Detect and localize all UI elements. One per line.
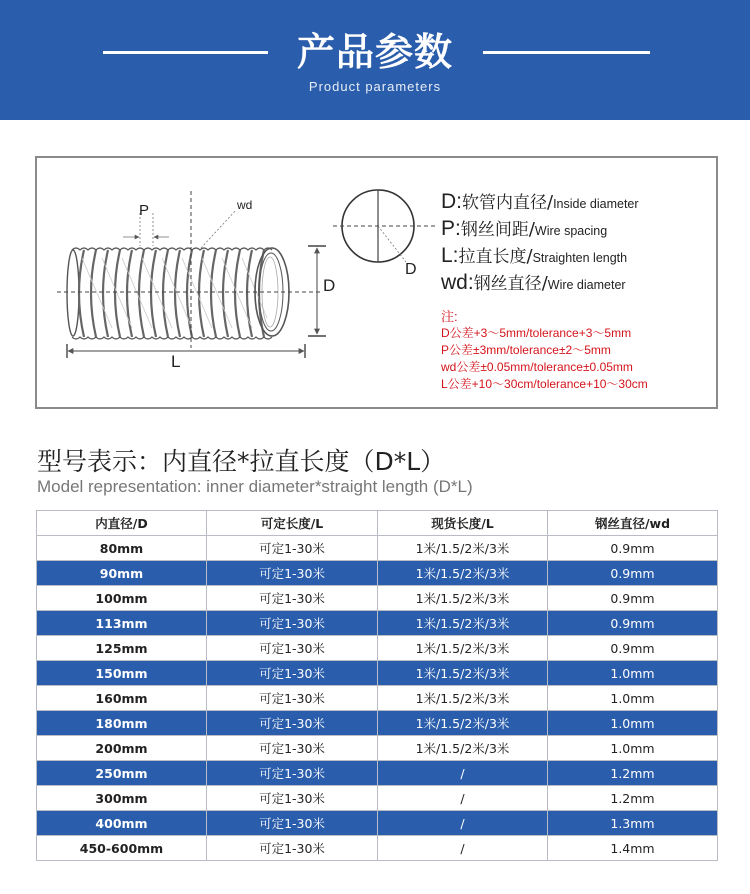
cell-custom-length: 可定1-30米 [207, 686, 378, 711]
cell-wire-diameter: 0.9mm [548, 561, 718, 586]
cell-inner-diameter: 250mm [37, 761, 207, 786]
cell-inner-diameter: 450-600mm [37, 836, 207, 861]
header-divider-right [483, 51, 650, 54]
cell-custom-length: 可定1-30米 [207, 786, 378, 811]
table-header-row [37, 511, 718, 536]
table-row [37, 611, 718, 636]
hose-diagram-panel [35, 156, 718, 409]
page-title: 产品参数 [296, 30, 453, 74]
cell-inner-diameter: 400mm [37, 811, 207, 836]
header-banner [0, 0, 750, 120]
column-header-inner-diameter: 内直径/D [37, 511, 207, 536]
cell-stock-length: 1米/1.5/2米/3米 [378, 561, 548, 586]
cell-custom-length: 可定1-30米 [207, 761, 378, 786]
column-header-wire-diameter: 钢丝直径/wd [548, 511, 718, 536]
table-row [37, 761, 718, 786]
legend-item-p: P: 钢丝间距 / Wire spacing [441, 217, 608, 240]
cell-inner-diameter: 90mm [37, 561, 207, 586]
column-header-custom-length: 可定长度/L [207, 511, 378, 536]
table-row [37, 686, 718, 711]
spec-table [36, 510, 718, 861]
cell-inner-diameter: 200mm [37, 736, 207, 761]
tolerance-notes [441, 308, 648, 393]
dimension-legend [441, 188, 639, 296]
cell-wire-diameter: 1.0mm [548, 736, 718, 761]
cell-stock-length: 1米/1.5/2米/3米 [378, 636, 548, 661]
cell-wire-diameter: 0.9mm [548, 611, 718, 636]
table-row [37, 661, 718, 686]
label-p: P [139, 202, 150, 219]
cell-inner-diameter: 150mm [37, 661, 207, 686]
note-line: P公差±3mm/tolerance±2～5mm [441, 343, 611, 357]
model-representation-subtitle: Model representation: inner diameter*straight length (D*L) [37, 477, 473, 496]
cell-inner-diameter: 160mm [37, 686, 207, 711]
cell-wire-diameter: 1.0mm [548, 711, 718, 736]
cell-stock-length: 1米/1.5/2米/3米 [378, 586, 548, 611]
cell-stock-length: 1米/1.5/2米/3米 [378, 611, 548, 636]
table-row [37, 811, 718, 836]
cell-custom-length: 可定1-30米 [207, 561, 378, 586]
cell-stock-length: / [378, 761, 548, 786]
cell-inner-diameter: 100mm [37, 586, 207, 611]
table-row [37, 736, 718, 761]
notes-title: 注: [441, 309, 458, 324]
cell-stock-length: 1米/1.5/2米/3米 [378, 711, 548, 736]
column-header-stock-length: 现货长度/L [378, 511, 548, 536]
table-row [37, 636, 718, 661]
cell-wire-diameter: 1.0mm [548, 686, 718, 711]
cell-custom-length: 可定1-30米 [207, 661, 378, 686]
note-line: D公差+3～5mm/tolerance+3～5mm [441, 326, 632, 340]
cell-custom-length: 可定1-30米 [207, 586, 378, 611]
table-row [37, 586, 718, 611]
cell-wire-diameter: 1.2mm [548, 786, 718, 811]
cell-stock-length: 1米/1.5/2米/3米 [378, 736, 548, 761]
table-row [37, 836, 718, 861]
cell-stock-length: 1米/1.5/2米/3米 [378, 536, 548, 561]
table-row [37, 536, 718, 561]
cell-inner-diameter: 300mm [37, 786, 207, 811]
legend-item-wd: wd: 钢丝直径 / Wire diameter [441, 271, 626, 294]
cell-inner-diameter: 113mm [37, 611, 207, 636]
cell-stock-length: 1米/1.5/2米/3米 [378, 686, 548, 711]
cell-wire-diameter: 0.9mm [548, 586, 718, 611]
cell-inner-diameter: 80mm [37, 536, 207, 561]
cell-custom-length: 可定1-30米 [207, 736, 378, 761]
note-line: L公差+10～30cm/tolerance+10～30cm [441, 377, 648, 391]
legend-item-l: L: 拉直长度 / Straighten length [441, 244, 628, 267]
table-row [37, 786, 718, 811]
cell-inner-diameter: 125mm [37, 636, 207, 661]
label-wd: wd [237, 198, 253, 212]
table-row [37, 711, 718, 736]
cell-wire-diameter: 0.9mm [548, 636, 718, 661]
legend-item-d: D: 软管内直径 / Inside diameter [441, 190, 639, 213]
label-l: L [171, 352, 181, 371]
cell-wire-diameter: 1.2mm [548, 761, 718, 786]
cell-custom-length: 可定1-30米 [207, 636, 378, 661]
label-d-side: D [323, 276, 336, 295]
cell-wire-diameter: 0.9mm [548, 536, 718, 561]
note-line: wd公差±0.05mm/tolerance±0.05mm [441, 360, 633, 374]
table-row [37, 561, 718, 586]
cell-wire-diameter: 1.3mm [548, 811, 718, 836]
page-subtitle: Product parameters [308, 79, 442, 94]
cell-wire-diameter: 1.4mm [548, 836, 718, 861]
cell-custom-length: 可定1-30米 [207, 611, 378, 636]
label-d-circle: D [405, 261, 417, 278]
cell-custom-length: 可定1-30米 [207, 811, 378, 836]
cell-custom-length: 可定1-30米 [207, 536, 378, 561]
cell-stock-length: / [378, 811, 548, 836]
cell-wire-diameter: 1.0mm [548, 661, 718, 686]
cell-inner-diameter: 180mm [37, 711, 207, 736]
cell-stock-length: / [378, 836, 548, 861]
model-representation-title: 型号表示：内直径*拉直长度（D*L） [37, 447, 446, 476]
cell-custom-length: 可定1-30米 [207, 836, 378, 861]
cell-stock-length: 1米/1.5/2米/3米 [378, 661, 548, 686]
cell-custom-length: 可定1-30米 [207, 711, 378, 736]
cell-stock-length: / [378, 786, 548, 811]
